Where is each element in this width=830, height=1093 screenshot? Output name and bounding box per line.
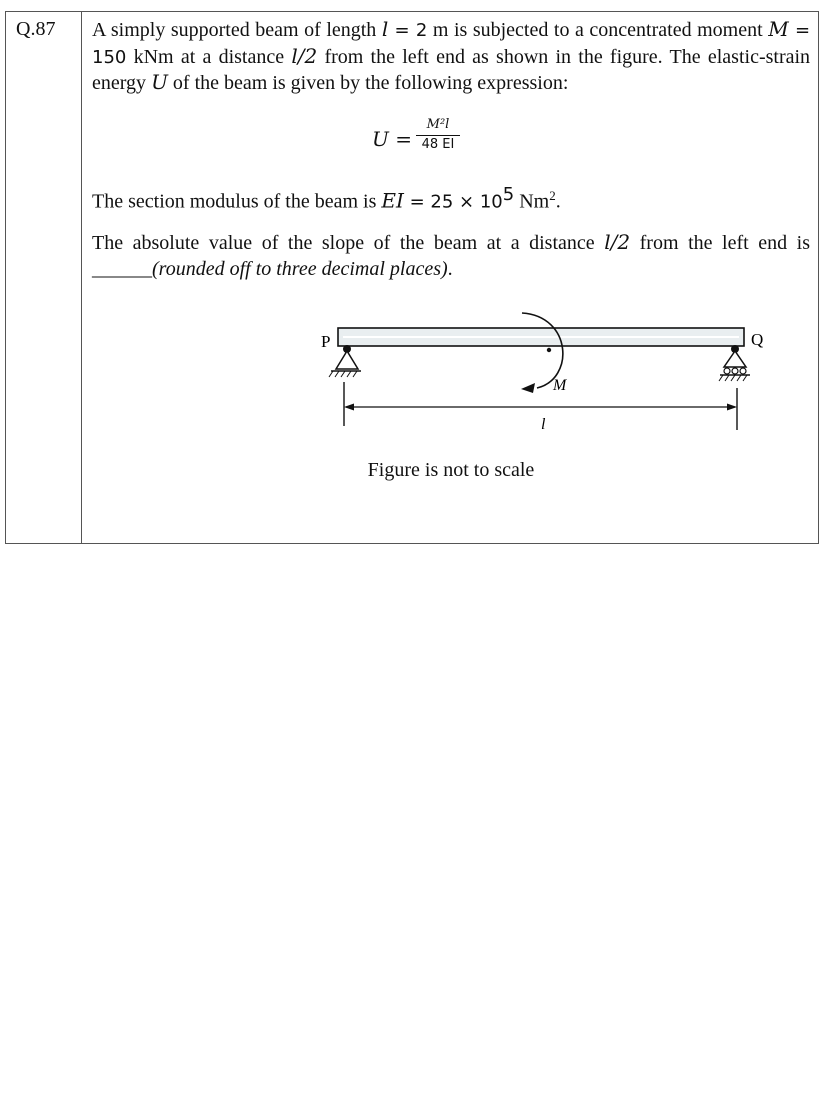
label-Q: Q: [751, 330, 764, 349]
stmt-text-2: m is subjected to a concentrated moment: [432, 19, 763, 41]
section-modulus-line: [92, 182, 810, 215]
l-half-2: l/2: [604, 230, 631, 254]
modulus-unit: Nm: [514, 190, 550, 213]
label-P: P: [321, 332, 331, 351]
symbol-M: M: [768, 17, 789, 41]
period: .: [555, 190, 561, 213]
equals-sign: =: [388, 20, 416, 41]
figure-caption: Figure is not to scale: [367, 459, 535, 481]
question-number: Q.87: [16, 18, 56, 40]
modulus-unit-exponent: 2: [549, 188, 556, 203]
stmt-text-3: kNm at a distance: [133, 45, 285, 68]
roller-support: [719, 345, 750, 381]
formula-numerator: M²l: [426, 117, 450, 132]
moment-value: 150: [92, 46, 127, 68]
stmt-text-5: of the beam is given by the following expression:: [172, 72, 569, 94]
modulus-value: 25 × 10: [430, 191, 503, 213]
symbol-l: l: [381, 17, 389, 41]
equals-sign-2: =: [788, 20, 811, 41]
period-2: .: [447, 257, 453, 280]
stmt-text-4: from the left end as shown in the figure. The elastic-strain energy: [92, 45, 811, 94]
pin-support: [329, 345, 361, 377]
problem-statement: [92, 17, 810, 97]
fraction-bar: [416, 135, 460, 136]
question-number-cell: [6, 12, 82, 543]
formula-denominator: 48 EI: [421, 137, 455, 152]
slope-text-2: from the left end is: [639, 232, 811, 254]
strain-energy-formula: [372, 117, 492, 165]
symbol-EI: EI: [381, 188, 404, 213]
modulus-text: The section modulus of the beam is: [92, 190, 377, 213]
symbol-U: U: [151, 70, 168, 94]
slope-question: [92, 230, 810, 282]
formula-lhs: U =: [372, 127, 412, 151]
label-l: l: [541, 416, 546, 433]
formula-fraction: [416, 117, 460, 153]
equals-sign-3: =: [403, 191, 431, 213]
length-value: 2: [415, 20, 428, 41]
modulus-exponent: 5: [502, 184, 515, 205]
l-half: l/2: [291, 43, 318, 68]
label-M: M: [553, 377, 567, 394]
stmt-text-1: A simply supported beam of length: [92, 19, 377, 41]
answer-blank: ______: [92, 257, 152, 280]
slope-text-1: The absolute value of the slope of the beam at a distance: [92, 232, 595, 254]
beam-figure: [317, 304, 764, 439]
rounding-note: (rounded off to three decimal places): [152, 257, 448, 280]
question-box: [5, 11, 819, 544]
